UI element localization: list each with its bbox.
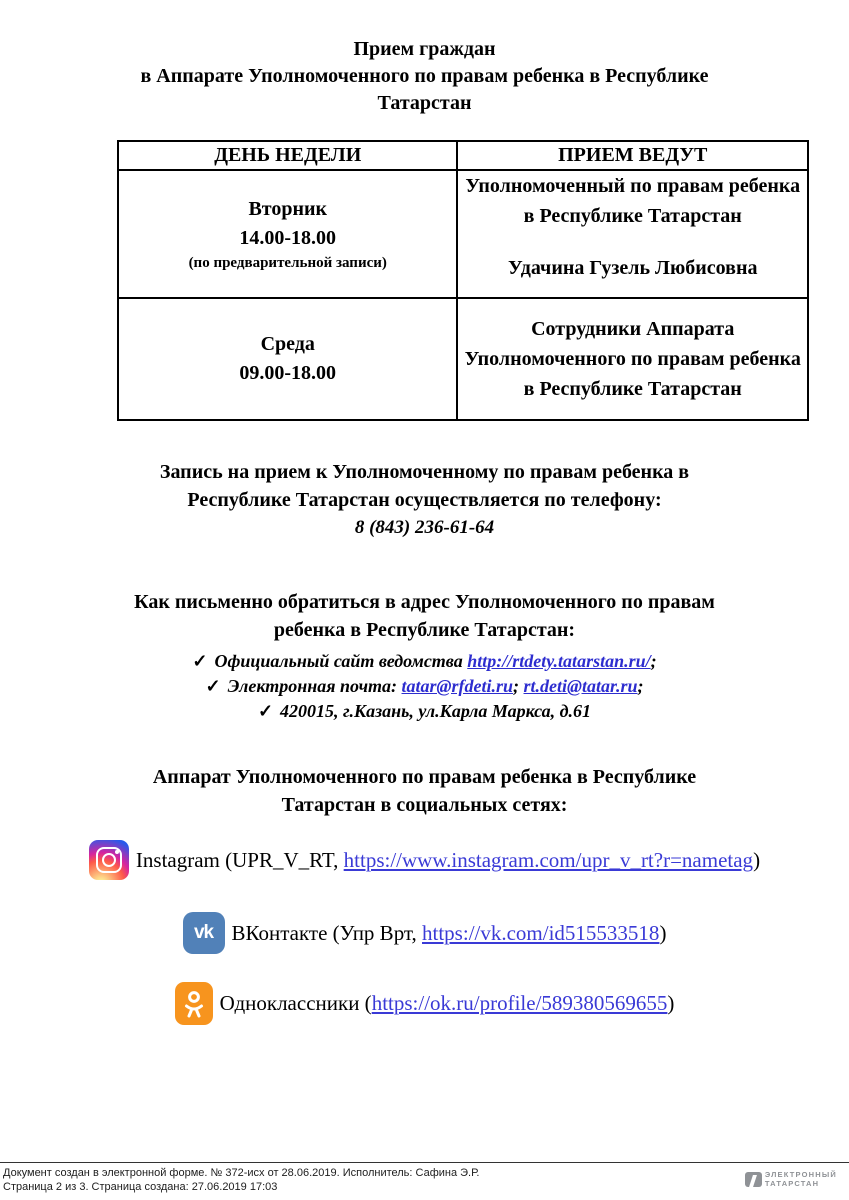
odnoklassniki-row (0, 982, 849, 1025)
logo-text-line-2: ТАТАРСТАН (764, 1178, 820, 1188)
official-site-item: ✓ Официальный сайт ведомства http://rtdety.tatarstan.ru/; (192, 651, 657, 671)
time-label: 09.00-18.00 (239, 362, 337, 384)
instagram-icon (89, 840, 129, 880)
email-link-1[interactable]: tatar@rfdeti.ru (401, 676, 514, 696)
table-row (118, 170, 808, 298)
postal-address-item (0, 699, 849, 724)
instagram-row (0, 840, 849, 880)
electronic-tatarstan-logo-icon (745, 1172, 762, 1187)
email-item: ✓ Электронная почта: tatar@rfdeti.ru; rt.deti@tatar.ru; (205, 676, 644, 696)
check-icon: ✓ (205, 676, 221, 696)
host-name: Удачина Гузель Любисовна (507, 257, 758, 279)
title-line-3: Татарстан (377, 92, 472, 114)
vkontakte-row (0, 912, 849, 954)
host-title: Сотрудники Аппарата Уполномоченного по правам ребенка в Республике Татарстан (464, 318, 801, 400)
table-header-row (118, 141, 808, 170)
email-label: Электронная почта: (227, 676, 402, 696)
written-contact-section (0, 588, 849, 724)
appointment-section (0, 458, 849, 541)
time-label: 14.00-18.00 (239, 227, 337, 249)
reception-schedule (117, 140, 809, 421)
appointment-line-2: Республике Татарстан осуществляется по телефону: (187, 489, 662, 511)
day-label: Среда (260, 333, 315, 355)
cell-host-wednesday (457, 298, 808, 420)
footer-divider (0, 1162, 849, 1163)
cell-day-tuesday (118, 170, 457, 298)
vkontakte-text: ВКонтакте (Упр Врт, https://vk.com/id515533518) (231, 920, 667, 945)
written-contact-heading: Как письменно обратиться в адрес Уполномоченного по правам ребенка в Республике Татарстан: (134, 591, 715, 641)
footer-line-2: Страница 2 из 3. Страница создана: 27.06.2019 17:03 (3, 1181, 278, 1193)
host-title: Уполномоченный по правам ребенка в Республике Татарстан (465, 175, 801, 227)
official-site-link[interactable]: http://rtdety.tatarstan.ru/ (467, 651, 651, 671)
instagram-link[interactable]: https://www.instagram.com/upr_v_rt?r=nametag (343, 847, 754, 872)
vk-link[interactable]: https://vk.com/id515533518 (422, 920, 660, 945)
appointment-line-1: Запись на прием к Уполномоченному по правам ребенка в (159, 461, 690, 483)
table-row (118, 298, 808, 420)
day-label: Вторник (248, 198, 328, 220)
instagram-text: Instagram (UPR_V_RT, https://www.instagram.com/upr_v_rt?r=nametag) (135, 847, 761, 872)
odnoklassniki-link[interactable]: https://ok.ru/profile/589380569655 (371, 991, 668, 1015)
email-link-2[interactable]: rt.deti@tatar.ru (523, 676, 638, 696)
postal-address: 420015, г.Казань, ул.Карла Маркса, д.61 (280, 701, 592, 721)
page-title (0, 36, 849, 117)
column-header-day: ДЕНЬ НЕДЕЛИ (118, 141, 457, 170)
cell-day-wednesday (118, 298, 457, 420)
footer-metadata (3, 1166, 479, 1194)
site-label: Официальный сайт ведомства (214, 651, 468, 671)
logo-text-line-1: ЭЛЕКТРОННЫЙ (764, 1170, 837, 1179)
cell-host-tuesday (457, 170, 808, 298)
odnoklassniki-text: Одноклассники (https://ok.ru/profile/589380569655) (219, 991, 675, 1015)
reception-schedule-table (117, 140, 809, 421)
title-line-2: в Аппарате Уполномоченного по правам ребенка в Республике (140, 65, 709, 87)
odnoklassniki-icon (175, 982, 213, 1025)
title-line-1: Прием граждан (353, 38, 496, 60)
appointment-note: (по предварительной записи) (188, 255, 387, 271)
phone-number: 8 (843) 236-61-64 (354, 517, 495, 538)
check-icon: ✓ (192, 651, 208, 671)
check-icon: ✓ (257, 701, 274, 721)
footer-line-1: Документ создан в электронной форме. № 372-исх от 28.06.2019. Исполнитель: Сафина Э.Р. (3, 1167, 480, 1179)
social-section-heading: Аппарат Уполномоченного по правам ребенка в Республике Татарстан в социальных сетях: (152, 766, 697, 816)
electronic-tatarstan-logo (745, 1171, 837, 1188)
column-header-host: ПРИЕМ ВЕДУТ (457, 141, 808, 170)
vk-icon: vk (183, 912, 225, 954)
